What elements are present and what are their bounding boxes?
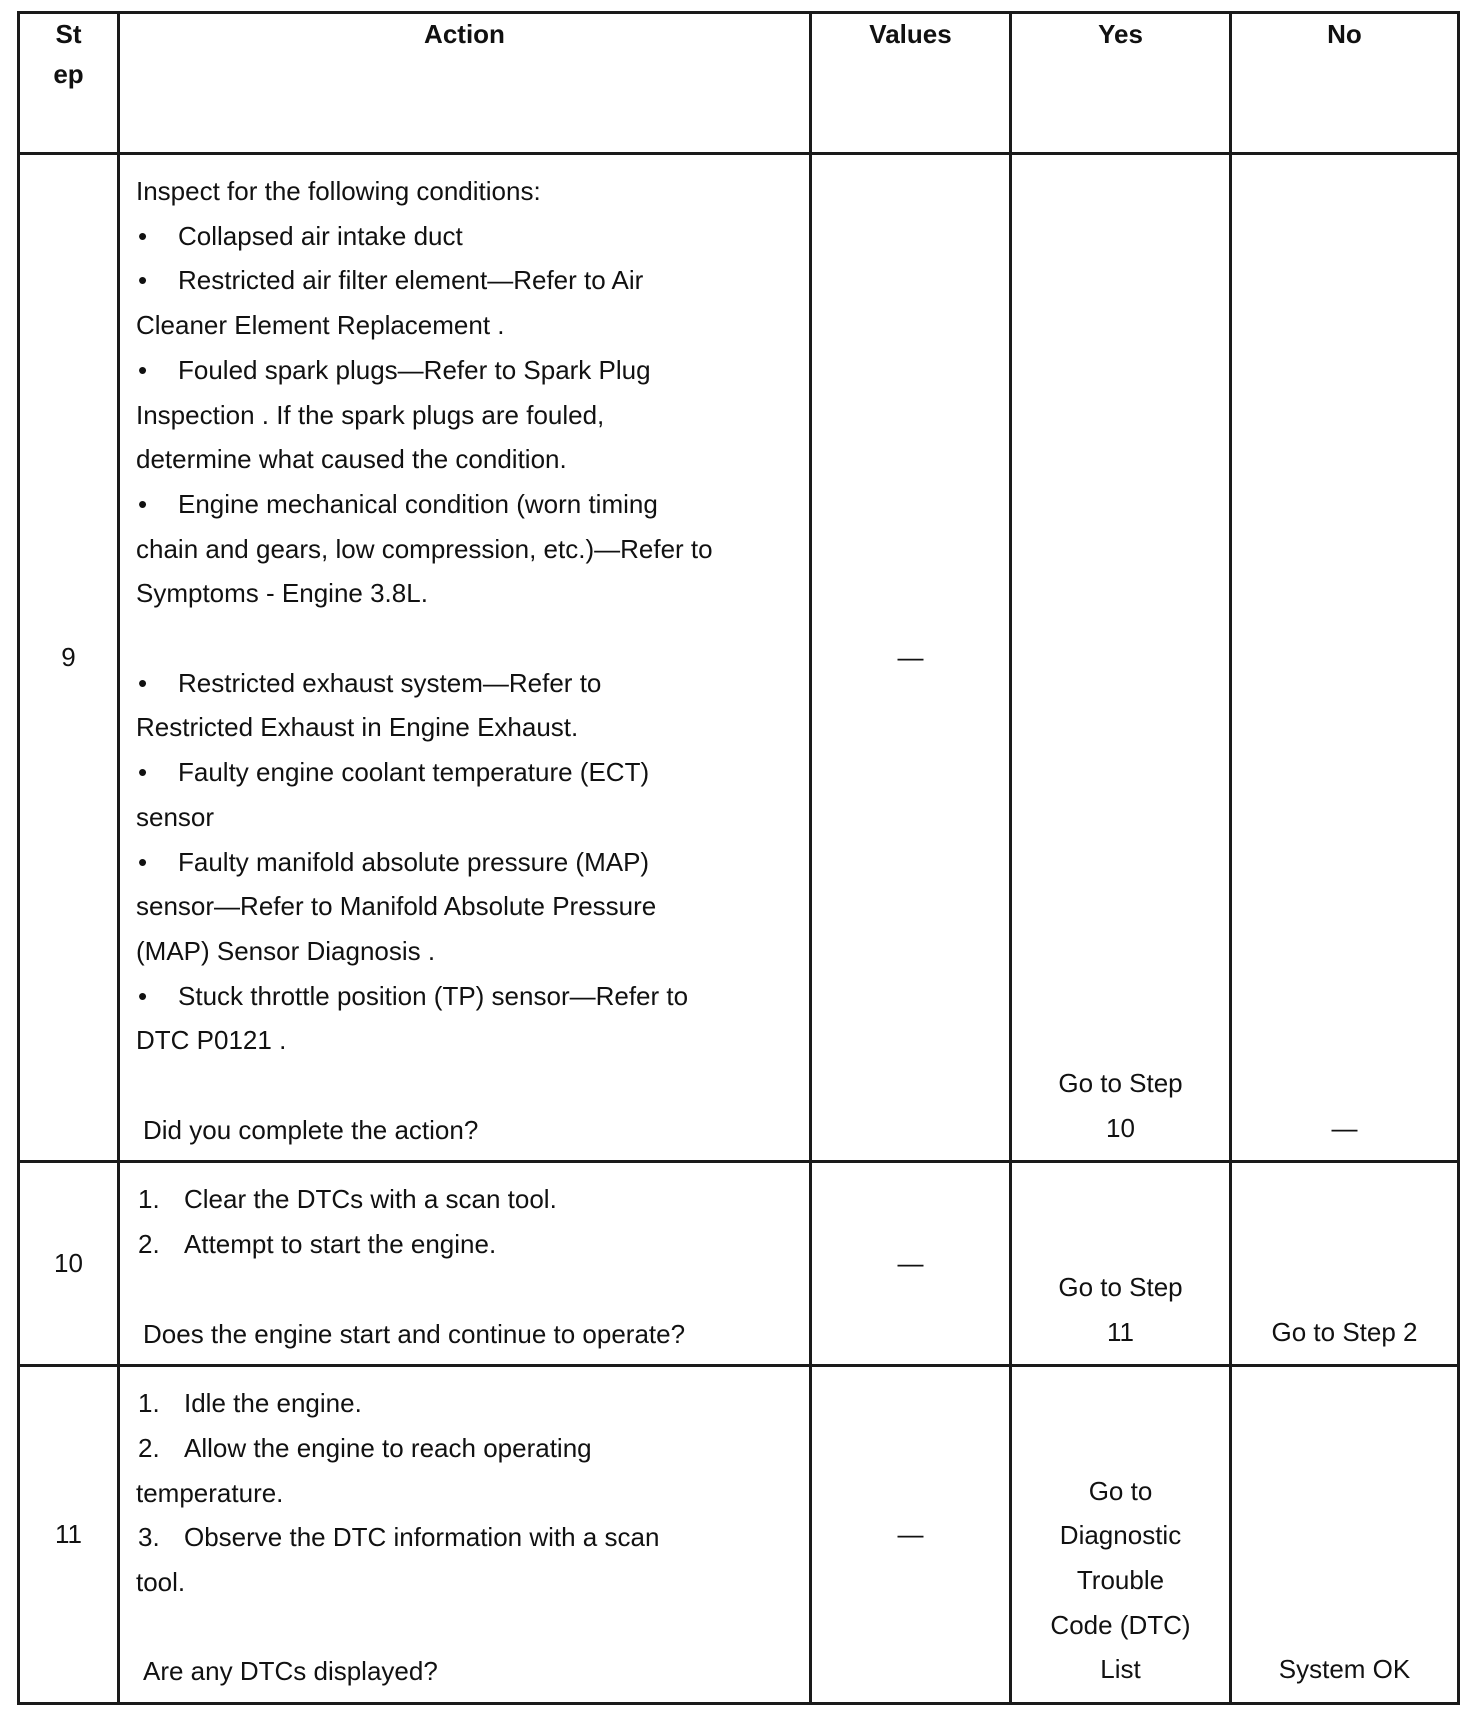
action-line-text: Inspection . If the spark plugs are fouled, [136, 399, 605, 430]
bullet-marker: • [138, 757, 148, 788]
action-line-text: Restricted air filter element—Refer to Air [178, 265, 644, 296]
diagnostic-table [17, 11, 1460, 1705]
action-line [136, 1515, 797, 1560]
header-row [19, 13, 1459, 154]
table-row [19, 1366, 1459, 1704]
bullet-marker: • [138, 265, 148, 296]
action-line [136, 1222, 797, 1267]
action-line-text: Faulty engine coolant temperature (ECT) [178, 757, 650, 788]
yes-line: Trouble [1076, 1565, 1165, 1596]
action-line [136, 1426, 797, 1471]
action-line-text: Observe the DTC information with a scan [184, 1522, 660, 1553]
action-line-text: Restricted Exhaust in Engine Exhaust. [136, 712, 579, 743]
no-cell [1231, 1366, 1459, 1704]
action-lines [136, 214, 797, 1063]
header-step [19, 13, 119, 154]
action-line-text: determine what caused the condition. [136, 444, 567, 475]
action-line [136, 974, 797, 1019]
yes-cell [1011, 1162, 1231, 1366]
action-line [136, 705, 797, 750]
action-line [136, 929, 797, 974]
action-line-text: Fouled spark plugs—Refer to Spark Plug [178, 354, 651, 385]
step-number: 9 [19, 154, 119, 1162]
action-line [136, 1177, 797, 1222]
action-line-text: Idle the engine. [184, 1388, 362, 1419]
action-lines [136, 1381, 797, 1605]
list-number: 2. [138, 1432, 160, 1463]
action-line-text: Allow the engine to reach operating [184, 1432, 592, 1463]
yes-line: 10 [1106, 1112, 1135, 1143]
no-line: Go to Step 2 [1271, 1316, 1418, 1347]
action-line-text: Restricted exhaust system—Refer to [178, 667, 602, 698]
action-line [136, 1560, 797, 1605]
action-line [136, 750, 797, 795]
list-number: 2. [138, 1229, 160, 1260]
action-line-text: Symptoms - Engine 3.8L. [136, 578, 428, 609]
no-cell [1231, 1162, 1459, 1366]
action-line [136, 1381, 797, 1426]
action-line [136, 661, 797, 706]
action-line-text: Cleaner Element Replacement . [136, 310, 505, 341]
yes-line: Go to Step [1058, 1271, 1183, 1302]
header-action: Action [119, 13, 811, 154]
action-line-text: Faulty manifold absolute pressure (MAP) [178, 846, 650, 877]
action-line [136, 303, 797, 348]
values-cell: — [811, 154, 1011, 1162]
no-line: — [1331, 1112, 1358, 1143]
yes-line: Code (DTC) [1050, 1609, 1191, 1640]
list-number: 1. [138, 1388, 160, 1419]
action-line-text: tool. [136, 1567, 186, 1598]
table-row [19, 1162, 1459, 1366]
action-line [136, 393, 797, 438]
action-line [136, 1471, 797, 1516]
yes-line: Go to Step [1058, 1068, 1183, 1099]
step-number: 10 [19, 1162, 119, 1366]
yes-line: 11 [1107, 1316, 1134, 1347]
action-line [136, 616, 797, 661]
bullet-marker: • [138, 488, 148, 519]
bullet-marker: • [138, 354, 148, 385]
action-line [136, 482, 797, 527]
header-step-line-1: St [55, 19, 82, 49]
action-cell [119, 154, 811, 1162]
action-question: Are any DTCs displayed? [143, 1656, 438, 1687]
header-step-line-2: ep [53, 59, 84, 89]
action-line [136, 348, 797, 393]
action-line [136, 437, 797, 482]
bullet-marker: • [138, 846, 148, 877]
action-line-text: Attempt to start the engine. [184, 1229, 497, 1260]
action-question: Does the engine start and continue to operate? [143, 1318, 686, 1349]
action-line [136, 795, 797, 840]
action-cell [119, 1162, 811, 1366]
values-cell: — [811, 1162, 1011, 1366]
yes-line: Go to [1088, 1475, 1153, 1506]
header-no: No [1231, 13, 1459, 154]
action-line-text: Stuck throttle position (TP) sensor—Refer to [178, 980, 689, 1011]
bullet-marker: • [138, 220, 148, 251]
bullet-marker: • [138, 667, 148, 698]
action-cell [119, 1366, 811, 1704]
yes-line: List [1100, 1654, 1141, 1685]
no-cell [1231, 154, 1459, 1162]
action-line-text: sensor [136, 801, 215, 832]
action-line-text: DTC P0121 . [136, 1025, 287, 1056]
action-intro: Inspect for the following conditions: [136, 176, 541, 206]
yes-cell [1011, 1366, 1231, 1704]
action-line-text: Collapsed air intake duct [178, 220, 463, 251]
header-yes: Yes [1011, 13, 1231, 154]
action-line-text: Clear the DTCs with a scan tool. [184, 1184, 557, 1215]
values-cell: — [811, 1366, 1011, 1704]
action-line-text: (MAP) Sensor Diagnosis . [136, 935, 436, 966]
action-line [136, 214, 797, 259]
action-question: Did you complete the action? [143, 1114, 479, 1145]
yes-line: Diagnostic [1059, 1520, 1182, 1551]
action-lines [136, 1177, 797, 1266]
header-values: Values [811, 13, 1011, 154]
step-number: 11 [19, 1366, 119, 1704]
action-line [136, 258, 797, 303]
action-line [136, 527, 797, 572]
list-number: 3. [138, 1522, 160, 1553]
action-line [136, 571, 797, 616]
action-line [136, 884, 797, 929]
action-line-text: sensor—Refer to Manifold Absolute Pressure [136, 891, 657, 922]
list-number: 1. [138, 1184, 160, 1215]
action-line [136, 840, 797, 885]
action-line-text: chain and gears, low compression, etc.)—Refer to [136, 533, 713, 564]
action-line-text: temperature. [136, 1477, 284, 1508]
action-line [136, 1018, 797, 1063]
yes-cell [1011, 154, 1231, 1162]
bullet-marker: • [138, 980, 148, 1011]
no-line: System OK [1278, 1654, 1411, 1685]
action-line-text: Engine mechanical condition (worn timing [178, 488, 658, 519]
table-row [19, 154, 1459, 1162]
